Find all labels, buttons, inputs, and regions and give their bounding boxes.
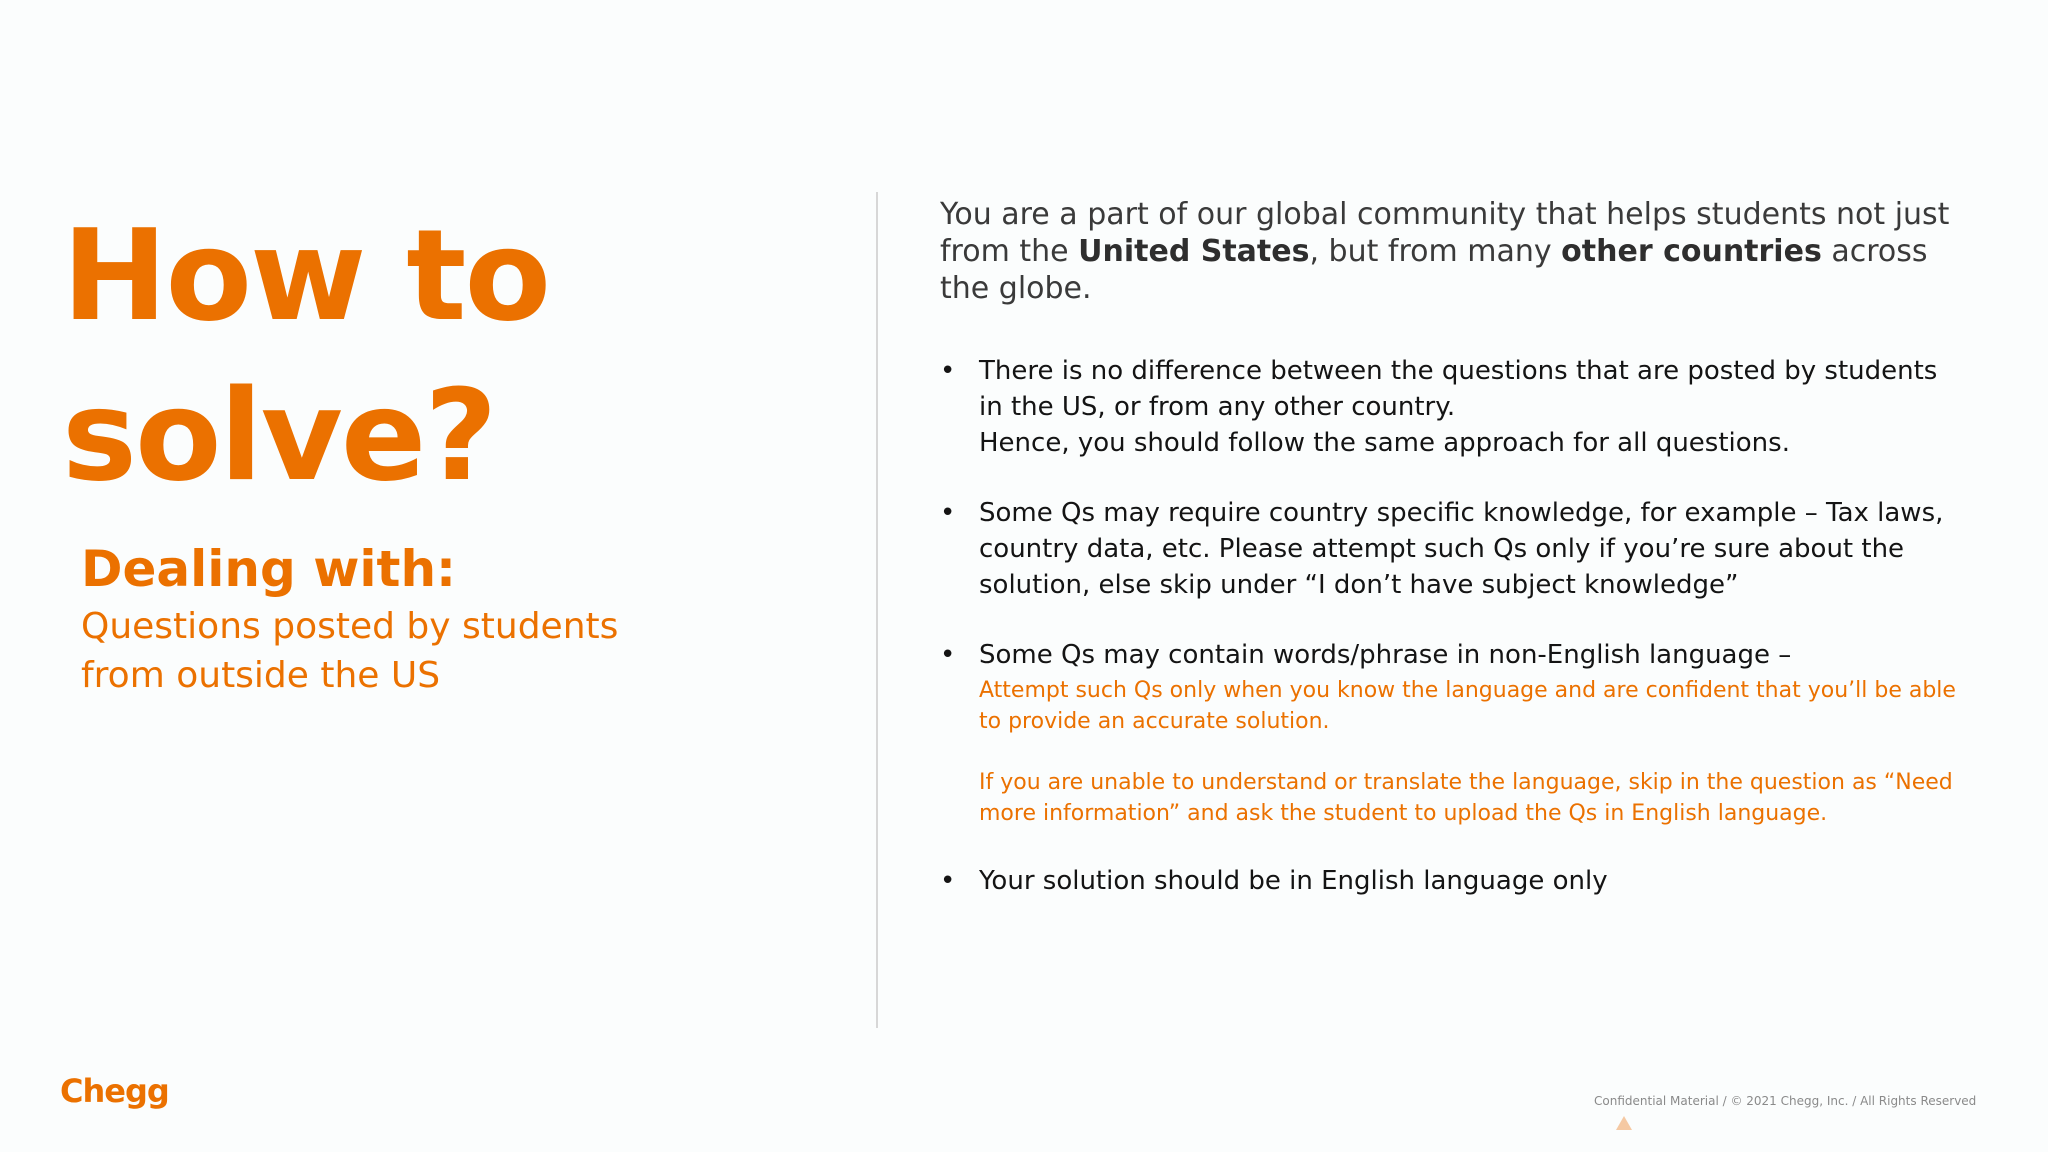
content-panel	[940, 196, 1960, 933]
bullet-item-1	[940, 353, 1960, 461]
intro-text-2: , but from many	[1309, 234, 1562, 269]
bullet-list	[940, 353, 1960, 899]
bullet-3-text: • Some Qs may contain words/phrase in non-English language –	[979, 640, 1792, 670]
bullet-item-3	[940, 637, 1960, 829]
vertical-divider	[876, 192, 878, 1028]
bullet-item-2	[940, 495, 1960, 603]
intro-bold-2: other countries	[1561, 234, 1822, 269]
intro-text-1: You are a part of our global community that helps students not just from the	[940, 197, 1950, 269]
bullet-2-text: • Some Qs may require country specific knowledge, for example – Tax laws, country data, etc. Please attempt such Qs only if you’re sure about the solution, else skip under “I don’t have subject knowledge”	[979, 498, 1944, 600]
slide-subtitle: Dealing with:	[81, 540, 457, 598]
intro-bold-1: United States	[1078, 234, 1310, 269]
intro-text-3: across the globe.	[940, 234, 1928, 306]
bullet-3-note-2: If you are unable to understand or translate the language, skip in the question as “Need more information” and ask the student to upload the Qs in English language.	[979, 770, 1953, 826]
footer-copyright: Confidential Material / © 2021 Chegg, Inc. / All Rights Reserved	[1594, 1094, 1977, 1108]
bullet-1-text: • There is no difference between the questions that are posted by students in the US, or from any other country.	[979, 356, 1938, 422]
bullet-3-note-1: Attempt such Qs only when you know the language and are confident that you’ll be able to provide an accurate solution.	[979, 678, 1956, 734]
slide-subtext: Questions posted by students from outside the US	[81, 606, 619, 696]
title-line-1: How to	[62, 202, 550, 349]
slide-title	[62, 196, 549, 516]
intro-paragraph	[940, 196, 1960, 307]
bullet-4-text: • Your solution should be in English language only	[979, 866, 1608, 896]
bullet-item-4	[940, 863, 1960, 899]
chegg-logo: Chegg	[60, 1072, 169, 1110]
triangle-marker-icon	[1616, 1116, 1632, 1130]
title-line-2: solve?	[62, 362, 496, 509]
bullet-1-text-2: Hence, you should follow the same approach for all questions.	[979, 428, 1790, 458]
